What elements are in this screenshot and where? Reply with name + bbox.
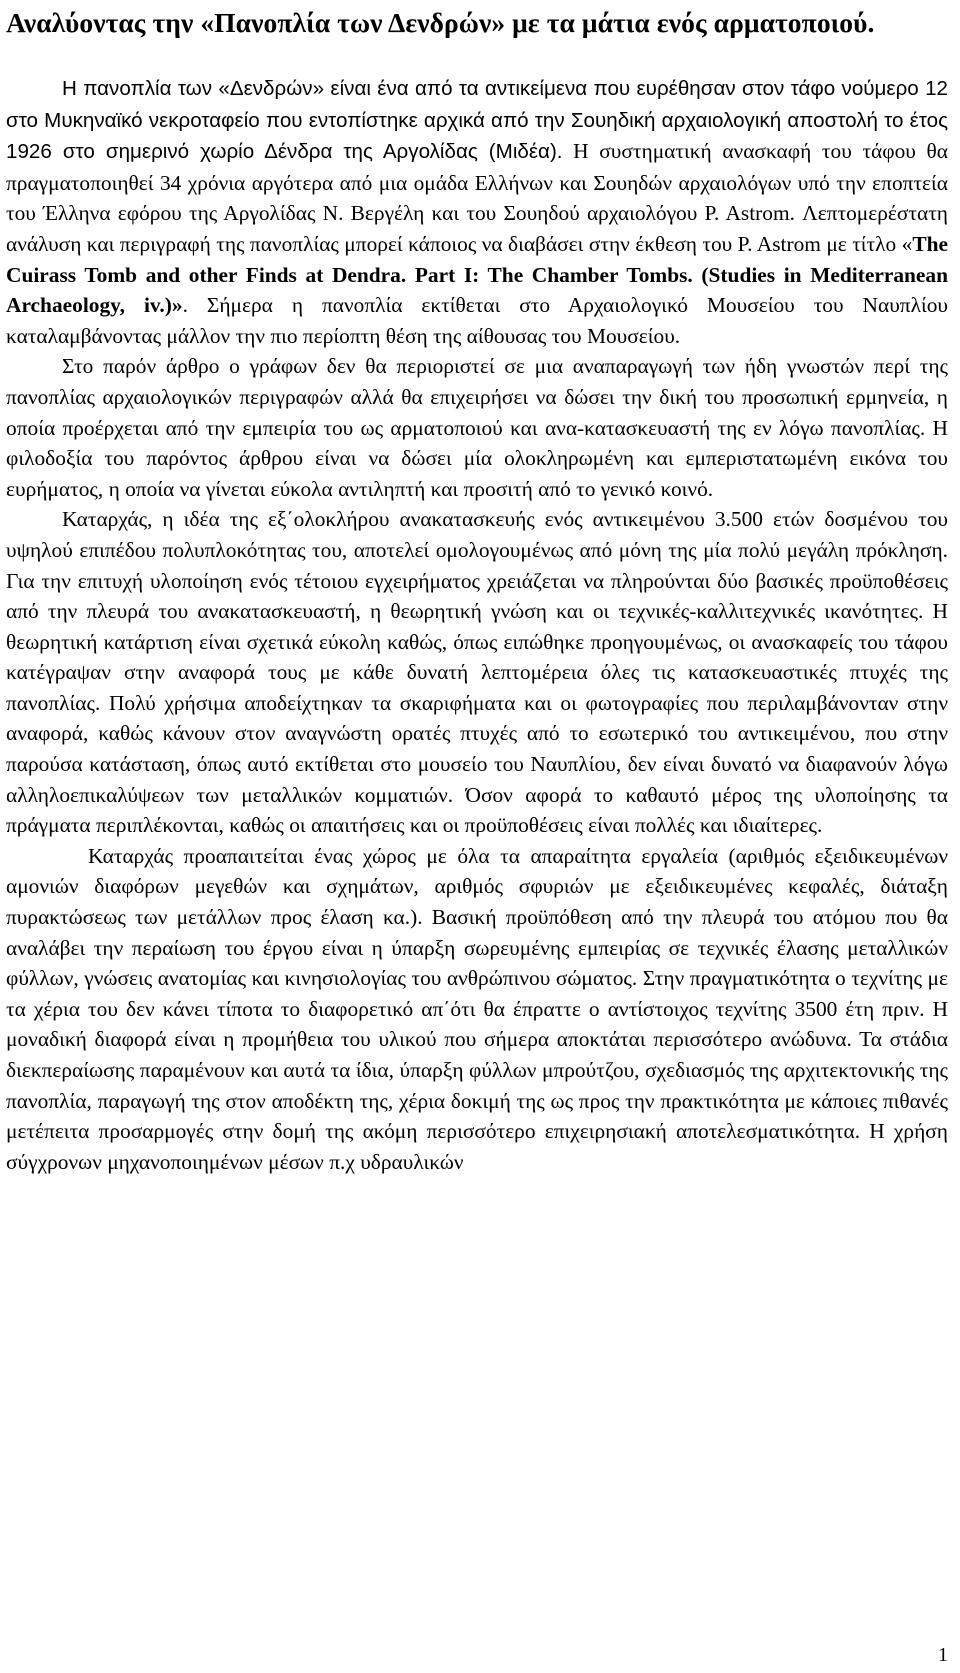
paragraph-3: Καταρχάς, η ιδέα της εξ΄ολοκλήρου ανακατασκευής ενός αντικειμένου 3.500 ετών δοσμένου του υψηλού επιπέδου πολυπλοκότητας του, αποτελεί ομολογουμένως από μόνη της μία πολύ μεγάλη πρόκληση. Για την επιτυχή υλοποίηση ενός τέτοιου εγχειρήματος χρειάζεται να πληρούνται δύο βασικές προϋποθέσεις από την πλευρά του ανακατασκευαστή, η θεωρητική γνώση και οι τεχνικές-καλλιτεχνικές ικανότητες. Η θεωρητική κατάρτιση είναι σχετικά εύκολη καθώς, όπως ειπώθηκε προηγουμένως, οι ανασκαφείς του τάφου κατέγραψαν στην αναφορά τους με κάθε δυνατή λεπτομέρεια όλες τις κατασκευαστικές πτυχές της πανοπλίας. Πολύ χρήσιμα αποδείχτηκαν τα σκαριφήματα και οι φωτογραφίες που περιλαμβάνονταν στην αναφορά, καθώς κάνουν στον αναγνώστη ορατές πτυχές από το εσωτερικό του αντικειμένου, που στην παρούσα κατάσταση, όπως αυτό εκτίθεται στο μουσείο του Ναυπλίου, δεν είναι δυνατό να διαφανούν λόγω αλληλοεπικαλύψεων των μεταλλικών κομματιών. Όσον αφορά το καθαυτό μέρος της υλοποίησης τα πράγματα περιπλέκονται, καθώς οι απαιτήσεις και οι προϋποθέσεις είναι πολλές και ιδιαίτερες.: [6, 507, 948, 838]
paragraph-1-bold-citation: The Cuirass Tomb and other Finds at Dendra. Part I: The Chamber Tombs. (Studies in Mediterranean Archaeology, iv.)»: [6, 231, 948, 318]
document-body: [6, 73, 948, 1177]
paragraph-2: Στο παρόν άρθρο ο γράφων δεν θα περιοριστεί σε μια αναπαραγωγή των ήδη γνωστών περί της πανοπλίας αρχαιολογικών περιγραφών αλλά θα επιχειρήσει να δώσει την δική του προσωπική ερμηνεία, η οποία προέρχεται από την εμπειρία του ως αρματοποιού και ανα-κατασκευαστή της εν λόγω πανοπλίας. Η φιλοδοξία του παρόντος άρθρου είναι να δώσει μία ολοκληρωμένη και εμπεριστατωμένη εικόνα του ευρήματος, η οποία να γίνεται εύκολα αντιληπτή και προσιτή από το γενικό κοινό.: [6, 354, 948, 501]
paragraph-1-sans-text: Η πανοπλία των «Δενδρών» είναι ένα από τα αντικείμενα που ευρέθησαν στον τάφο νούμερο 12 στο Μυκηναϊκό νεκροταφείο που εντοπίστηκε αρχικά από την Σουηδική αρχαιολογική αποστολή το έτος 1926 στο σημερινό χωρίο Δένδρα της Αργολίδας (Μιδέα).: [6, 77, 948, 164]
paragraph-1: [6, 73, 948, 351]
document-title: Αναλύοντας την «Πανοπλία των Δενδρών» με τα μάτια ενός αρματοποιού.: [6, 7, 875, 38]
paragraph-4: Καταρχάς προαπαιτείται ένας χώρος με όλα τα απαραίτητα εργαλεία (αριθμός εξειδικευμένων αμονιών διαφόρων μεγεθών και σχημάτων, αριθμός σφυριών με εξειδικευμένες κεφαλές, διάταξη πυρακτώσεως των μετάλλων προς έλαση κα.). Βασική προϋπόθεση από την πλευρά του ατόμου που θα αναλάβει την περαίωση του έργου είναι η ύπαρξη σωρευμένης εμπειρίας σε τεχνικές έλασης μεταλλικών φύλλων, γνώσεις ανατομίας και κινησιολογίας του ανθρώπινου σώματος. Στην πραγματικότητα ο τεχνίτης με τα χέρια του δεν κάνει τίποτα το διαφορετικό απ΄ότι θα έπραττε ο αντίστοιχος τεχνίτης 3500 έτη πριν. Η μοναδική διαφορά είναι η προμήθεια του υλικού που σήμερα αποκτάται περισσότερο ανώδυνα. Τα στάδια διεκπεραίωσης παραμένουν και αυτά τα ίδια, ύπαρξη φύλλων μπρούτζου, σχεδιασμός της αρχιτεκτονικής της πανοπλία, παραγωγή της στον αποδέκτη της, χέρια δοκιμή της ως προς την πρακτικότητα με κάποιες πιθανές μετέπειτα προσαρμογές στην δομή της ακόμη περισσότερο επιχειρησιακή αποτελεσματικότητα. Η χρήση σύγχρονων μηχανοποιημένων μέσων π.χ υδραυλικών: [6, 843, 948, 1174]
paragraph-1-serif-text: Η συστηματική ανασκαφή του τάφου θα πραγματοποιηθεί 34 χρόνια αργότερα από μια ομάδα Ελλήνων και Σουηδών αρχαιολόγων υπό την εποπτεία του Έλληνα εφόρου της Αργολίδας Ν. Βεργέλη και του Σουηδού αρχαιολόγου P. Astrom. Λεπτομερέστατη ανάλυση και περιγραφή της πανοπλίας μπορεί κάποιος να διαβάσει στην έκθεση του P. Astrom με τίτλο «: [6, 139, 948, 256]
page-number: 1: [938, 1644, 948, 1666]
paragraph-1-tail-text: . Σήμερα η πανοπλία εκτίθεται στο Αρχαιολογικό Μουσείου του Ναυπλίου καταλαμβάνοντας μάλλον την πιο περίοπτη θέση της αίθουσας του Μουσείου.: [6, 293, 948, 348]
